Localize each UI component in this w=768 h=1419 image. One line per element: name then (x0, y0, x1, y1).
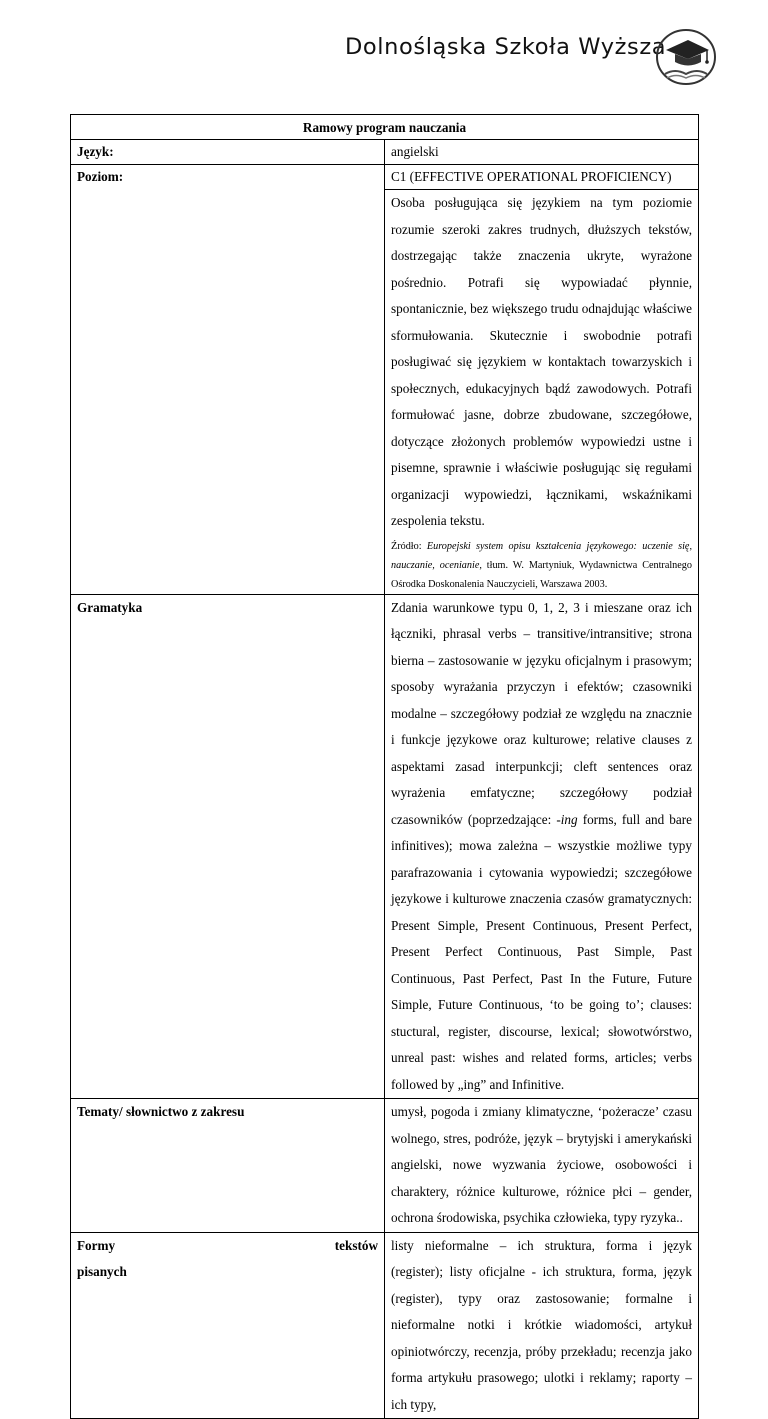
tematy-label: Tematy/ słownictwo z zakresu (71, 1099, 385, 1233)
poziom-description-cell (385, 190, 699, 595)
tematy-cell (385, 1099, 699, 1233)
gramatyka-part1: Zdania warunkowe typu 0, 1, 2, 3 i mieszane oraz ich łączniki, phrasal verbs – transitive/intransitive; strona bierna – zastosowanie w języku oficjalnym i prasowym; sposoby wyrażania przyczyn i efektów; czasowniki modalne – szczegółowy podział ze względu na znacznie i funkcje językowe oraz kulturowe; relative clauses z aspektami zasad interpunkcji; cleft sentences oraz wyrażenia emfatyczne; szczegółowy podział czasowników (poprzedzające: (391, 599, 692, 827)
formy-label-word2: tekstów (334, 1237, 378, 1253)
institution-name: Dolnośląska Szkoła Wyższa (345, 34, 667, 60)
formy-label (71, 1232, 385, 1419)
syllabus-table (70, 114, 699, 1419)
source-rest: , tłum. W. Martyniuk, Wydawnictwa Centralnego Ośrodka Doskonalenia Nauczycieli, Warszawa 2003. (391, 559, 692, 590)
table-title: Ramowy program nauczania (71, 115, 699, 140)
formy-label-word1: Formy (77, 1237, 116, 1253)
table-row-formy (71, 1232, 699, 1419)
gramatyka-label: Gramatyka (71, 594, 385, 1099)
table-row-poziom (71, 165, 699, 190)
tematy-text: umysł, pogoda i zmiany klimatyczne, ‘pożeracze’ czasu wolnego, stres, podróże, język – brytyjski i amerykański angielski, nowe wyzwania życiowe, osobowości i charaktery, różnice kulturowe, różnice płci – gender, ochrona środowiska, psychika człowieka, typy ryzyka.. (391, 1104, 692, 1225)
jezyk-label: Język: (71, 140, 385, 165)
table-row-gramatyka (71, 594, 699, 1099)
table-row-tematy (71, 1099, 699, 1233)
source-title: Europejski system opisu kształcenia językowego: uczenie się, nauczanie, ocenianie (391, 540, 692, 571)
gramatyka-text (391, 595, 692, 1099)
formy-cell (385, 1232, 699, 1419)
graduation-cap-book-logo-icon (655, 28, 717, 86)
formy-label-word3: pisanych (77, 1264, 127, 1279)
table-row-jezyk (71, 140, 699, 165)
jezyk-value: angielski (385, 140, 699, 165)
poziom-value: C1 (EFFECTIVE OPERATIONAL PROFICIENCY) (385, 165, 699, 190)
gramatyka-cell (385, 594, 699, 1099)
gramatyka-italic: -ing (556, 811, 578, 827)
formy-text: listy nieformalne – ich struktura, forma i język (register); listy oficjalne - ich struktura, forma, język (register), typy oraz zastosowanie; formalne i nieformalne notki i krótkie wiadomości, artykuł opiniotwórczy, recenzja, próby przekładu; recenzja jako forma artykułu prasowego; ulotki i reklamy; raporty – ich typy, (391, 1237, 692, 1412)
gramatyka-part2: forms, full and bare infinitives); mowa zależna – wszystkie możliwe typy parafrazowania i cytowania wypowiedzi; szczegółowe językowe i kulturowe znaczenia czasów gramatycznych: Present Simple, Present Continuous, Present Perfect, Present Perfect Continuous, Past Simple, Past Continuous, Past Perfect, Past In the Future, Future Simple, Future Continuous, ‘to be going to’; clauses: stuctural, register, discourse, lexical; słowotwórstwo, unreal past: wishes and related forms, articles; verbs followed by „ing” and Infinitive. (391, 811, 692, 1092)
source-prefix: Źródło: (391, 540, 427, 552)
poziom-label: Poziom: (71, 165, 385, 595)
source-citation (391, 535, 692, 594)
poziom-description: Osoba posługująca się językiem na tym poziomie rozumie szeroki zakres trudnych, dłuższych tekstów, dostrzegając także znaczenia ukryte, wyrażone pośrednio. Potrafi się wypowiadać płynnie, spontanicznie, bez większego trudu odnajdując właściwe sformułowania. Skutecznie i swobodnie potrafi posługiwać się językiem w kontaktach towarzyskich i społecznych, edukacyjnych bądź zawodowych. Potrafi formułować jasne, dobrze zbudowane, szczegółowe, dotyczące złożonych problemów wypowiedzi ustne i pisemne, sprawnie i właściwie posługując się regułami organizacji wypowiedzi, łącznikami, wskaźnikami zespolenia tekstu. (391, 195, 693, 528)
page-header (345, 28, 725, 88)
